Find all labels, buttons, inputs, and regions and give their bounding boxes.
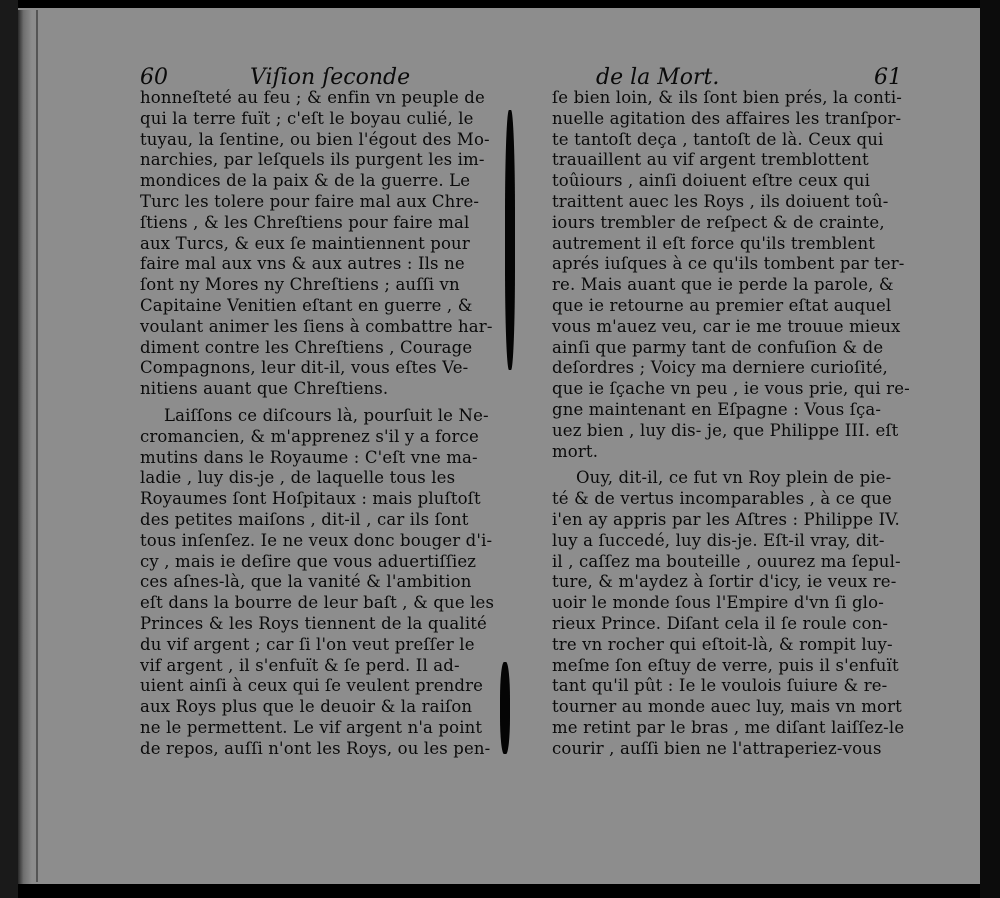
text-line: mutins dans le Royaume : C'eſt vne ma-: [140, 447, 478, 467]
text-line: honneſteté au feu ; & enfin vn peuple de: [140, 88, 485, 107]
text-line: vif argent , il s'enfuït & ſe perd. Il ad-: [140, 655, 460, 675]
text-line: aux Turcs, & eux ſe maintiennent pour: [140, 233, 470, 253]
text-line: diment contre les Chreſtiens , Courage: [140, 337, 473, 357]
text-line: cy , mais ie deſire que vous aduertiſſiez: [140, 551, 477, 571]
text-line: ſe bien loin, & ils ſont bien prés, la conti-: [552, 88, 902, 107]
text-line: re. Mais auant que ie perde la parole, &: [552, 275, 894, 295]
text-line: deſordres ; Voicy ma derniere curioſité,: [552, 358, 888, 378]
text-line: eſt dans la bourre de leur baſt , & que les: [140, 593, 495, 613]
text-line: autrement il eſt force qu'ils tremblent: [552, 233, 876, 253]
text-line: narchies, par leſquels ils purgent les im-: [140, 150, 485, 170]
text-line: te tantoſt deça , tantoſt de là. Ceux qui: [552, 129, 884, 149]
text-line: uient ainſi à ceux qui ſe veulent prendre: [140, 676, 484, 696]
left-page-number: 60: [140, 65, 168, 90]
text-line: mondices de la paix & de la guerre. Le: [140, 171, 471, 191]
text-line: de repos, auſſi n'ont les Roys, ou les pen-: [140, 738, 491, 758]
text-line: mort.: [552, 441, 599, 461]
text-line: Turc les tolere pour faire mal aux Chre-: [140, 191, 480, 211]
right-page: [552, 64, 910, 760]
right-running-head: [552, 64, 902, 92]
text-line: gne maintenant en Eſpagne : Vous ſça-: [552, 399, 882, 419]
text-line: tourner au monde auec luy, mais vn mort: [552, 697, 902, 717]
gutter-ink-mark: [505, 110, 515, 370]
text-line: uoir le monde ſous l'Empire d'vn ſi glo-: [552, 593, 884, 613]
scan-top-border: [0, 0, 1000, 8]
text-line: ſont ny Mores ny Chreſtiens ; auſſi vn: [140, 275, 460, 295]
text-line: que ie ſçache vn peu , ie vous prie, qui re-: [552, 379, 910, 399]
text-line: nuelle agitation des affaires les tranſpor-: [552, 108, 902, 128]
text-line: ne le permettent. Le vif argent n'a point: [140, 717, 483, 737]
text-line: Compagnons, leur dit-il, vous eſtes Ve-: [140, 358, 469, 378]
text-line: voulant animer les ſiens à combattre har-: [140, 316, 493, 336]
text-line: tous inſenſez. Ie ne veux donc bouger d'i-: [140, 530, 493, 550]
left-running-title: Viſion ſeconde: [250, 65, 411, 90]
text-line: tant qu'il pût : Ie le voulois ſuiure & re-: [552, 676, 888, 696]
scan-left-border: [0, 0, 18, 898]
text-line: il , caſſez ma bouteille , ouurez ma ſepul-: [552, 551, 901, 571]
text-line: Royaumes ſont Hoſpitaux : mais pluſtoſt: [140, 489, 481, 509]
text-line: courir , auſſi bien ne l'attraperiez-vous: [552, 738, 882, 758]
text-line: ladie , luy dis-je , de laquelle tous les: [140, 468, 456, 488]
text-line: traittent auec les Roys , ils doiuent toû-: [552, 191, 889, 211]
text-line: uez bien , luy dis- je, que Philippe III. eſt: [552, 420, 899, 440]
right-page-number: 61: [874, 65, 902, 90]
right-page-text: [552, 88, 910, 760]
text-line: aux Roys plus que le deuoir & la raiſon: [140, 697, 473, 717]
gutter-ink-mark: [500, 662, 510, 754]
text-line: meſme ſon eſtuy de verre, puis il s'enfuït: [552, 655, 899, 675]
text-line: ture, & m'aydez à ſortir d'icy, ie veux re-: [552, 572, 897, 592]
text-line: faire mal aux vns & aux autres : Ils ne: [140, 254, 465, 274]
text-line: ainſi que parmy tant de confuſion & de: [552, 337, 884, 357]
text-line: cromancien, & m'apprenez s'il y a force: [140, 426, 479, 446]
text-line: toûiours , ainſi doiuent eſtre ceux qui: [552, 171, 871, 191]
scan-bottom-border: [0, 884, 1000, 898]
text-line: nitiens auant que Chreſtiens.: [140, 379, 389, 399]
right-running-title: de la Mort.: [596, 65, 720, 90]
text-line: rieux Prince. Diſant cela il ſe roule con-: [552, 613, 889, 633]
page-edge-rule: [36, 10, 38, 882]
text-line: luy a ſuccedé, luy dis-je. Eſt-il vray, dit-: [552, 530, 885, 550]
text-line: du vif argent ; car ſi l'on veut preſſer le: [140, 634, 475, 654]
text-line: Capitaine Venitien eſtant en guerre , &: [140, 295, 473, 315]
text-line: tre vn rocher qui eſtoit-là, & rompit luy-: [552, 634, 893, 654]
text-line: tuyau, la ſentine, ou bien l'égout des Mo-: [140, 129, 490, 149]
text-line: té & de vertus incomparables , à ce que: [552, 489, 892, 509]
text-line: Laiſſons ce diſcours là, pourſuit le Ne-: [164, 405, 489, 425]
text-line: qui la terre fuït ; c'eſt le boyau culié, le: [140, 108, 474, 128]
left-page: [140, 64, 495, 760]
text-line: iours trembler de reſpect & de crainte,: [552, 212, 885, 232]
book-edge-shadow: [18, 10, 32, 884]
text-line: Princes & les Roys tiennent de la qualité: [140, 613, 487, 633]
scan-right-border: [980, 0, 1000, 898]
text-line: vous m'auez veu, car ie me trouue mieux: [552, 316, 901, 336]
text-line: que ie retourne au premier eſtat auquel: [552, 295, 892, 315]
text-line: des petites maiſons , dit-il , car ils ſont: [140, 509, 469, 529]
text-line: aprés iuſques à ce qu'ils tombent par ter-: [552, 254, 905, 274]
text-line: ſtiens , & les Chreſtiens pour faire mal: [140, 212, 470, 232]
left-page-text: [140, 88, 495, 760]
text-line: Ouy, dit-il, ce fut vn Roy plein de pie-: [576, 468, 892, 488]
text-line: me retint par le bras , me diſant laiſſez-le: [552, 717, 905, 737]
text-line: trauaillent au vif argent tremblottent: [552, 150, 869, 170]
text-line: ces aſnes-là, que la vanité & l'ambition: [140, 572, 472, 592]
text-line: i'en ay appris par les Aſtres : Philippe IV.: [552, 509, 900, 529]
left-running-head: [140, 64, 470, 92]
